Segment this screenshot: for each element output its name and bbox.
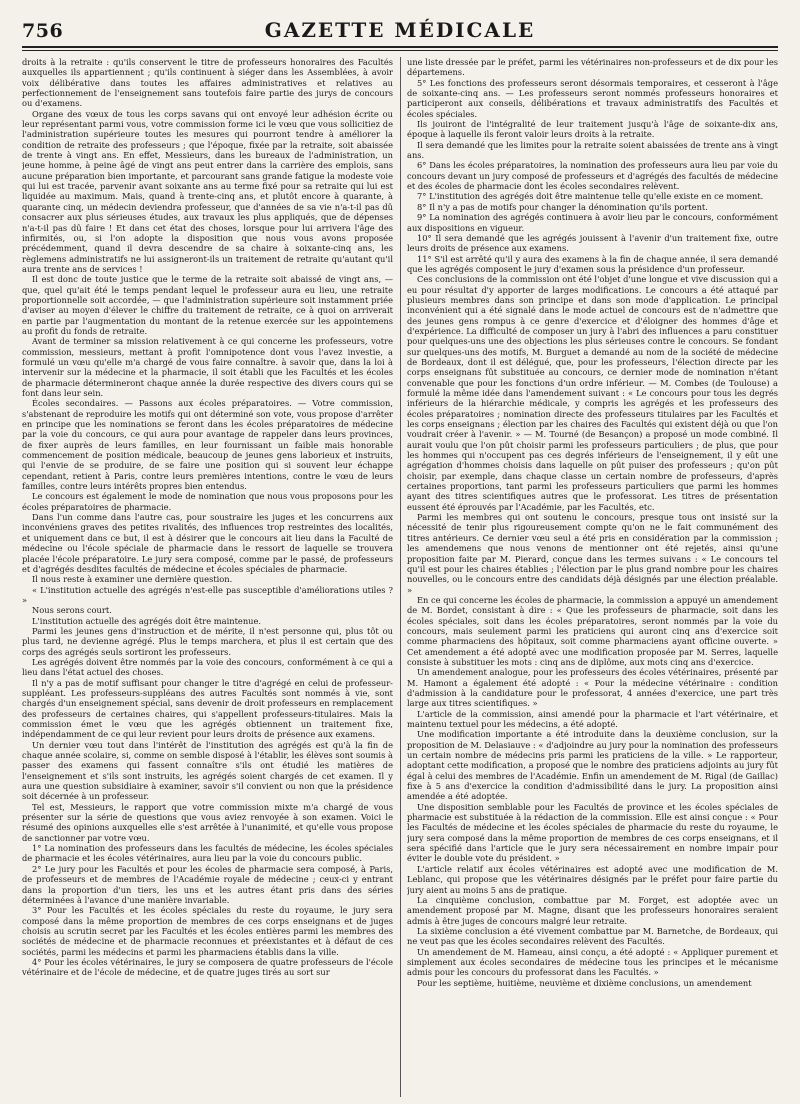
paragraph: L'institution actuelle des agrégés doit être maintenue. — [32, 615, 262, 626]
paragraph: Dans l'un comme dans l'autre cas, pour soustraire les juges et les concurrens aux inconvéniens graves des petites rivalités, des influences trop restreintes des localités, et uniquement dans ce but, il est à désirer que le concours ait lieu dans la Faculté de médecine ou l'école spéciale de pharmacie dans le ressort de laquelle se trouvera placée l'école préparatoire. Le jury sera composé, comme par le passé, de professeurs et d'agrégés desdites facultés de médecine et écoles spéciales de pharmacie. — [22, 512, 393, 574]
paragraph: En ce qui concerne les écoles de pharmacie, la commission a appuyé un amendement de M. Bordet, consistant à dire : « Que les professeurs de pharmacie, soit dans les écoles spéciales, soit dans les écoles préparatoires, seront nommés par la voie du concours, mais seulement parmi les praticiens qui auront cinq ans d'exercice soit comme pharmaciens des hôpitaux, soit comme pharmaciens ayant officine ouverte. » Cet amendement a été adopté avec une modification proposée par M. Serres, laquelle consiste à substituer les mots : cinq ans de diplôme, aux mots cinq ans d'exercice. — [407, 594, 778, 667]
paragraph: 3° Pour les Facultés et les écoles spéciales du reste du royaume, le jury sera composé dans la même proportion de membres de ces corps enseignans et de juges choisis au scrutin secret par les Facultés et les écoles entières parmi les membres des sociétés de médecine et de pharmacie reconnues et préexistantes et à défaut de ces sociétés, parmi les médecins et parmi les pharmaciens établis dans la ville. — [22, 905, 393, 957]
paragraph: 7° L'institution des agrégés doit être maintenue telle qu'elle existe en ce moment. — [417, 191, 764, 202]
paragraph: 1° La nomination des professeurs dans les facultés de médecine, les écoles spéciales de pharmacie et les écoles vétérinaires, aura lieu par la voie du concours public. — [22, 843, 393, 864]
paragraph: Il sera demandé que les limites pour la retraite soient abaissées de trente ans à vingt ans. — [407, 139, 778, 161]
paragraph: 6° Dans les écoles préparatoires, la nomination des professeurs aura lieu par voie du concours devant un jury composé de professeurs et d'agrégés des facultés de médecine et des écoles de pharmacie dont les écoles secondaires relèvent. — [407, 160, 778, 192]
paragraph: Il nous reste à examiner une dernière question. — [32, 574, 233, 585]
column-divider — [400, 57, 401, 1097]
paragraph: La sixième conclusion a été vivement combattue par M. Barnetche, de Bordeaux, qui ne veut pas que les écoles secondaires relèvent des Facultés. — [407, 925, 778, 947]
paragraph: 4° Pour les écoles vétérinaires, le jury se composera de quatre professeurs de l'école vétérinaire et de l'école de médecine, et de quatre juges tirés au sort sur — [22, 956, 393, 978]
paragraph: Il est donc de toute justice que le terme de la retraite soit abaissé de vingt ans, — que, quel qu'ait été le temps pendant lequel le professeur aura eu lieu, une retraite proportionnelle soit accordée, — que l'administration supérieure soit instamment priée d'aviser au moyen d'élever le chiffre du traitement de retraite, ce à quoi on arriverait en partie par l'augmentation du montant de la retenue exercée sur les appointemens au profit du fonds de retraite. — [22, 274, 393, 336]
paragraph: 5° Les fonctions des professeurs seront désormais temporaires, et cesseront à l'âge de soixante-cinq ans. — Les professeurs seront nommés professeurs honoraires et participeront aux conseils, délibérations et travaux administratifs des Facultés et écoles spéciales. — [407, 77, 778, 119]
paragraph: Écoles secondaires. — Passons aux écoles préparatoires. — Votre commission, s'abstenant de reproduire les motifs qui ont déterminé son vote, vous propose d'arrêter en principe que les nominations se feront dans les écoles préparatoires de médecine par la voie du concours, ce qui aura pour avantage de rappeler dans leurs provinces, de fixer auprès de leurs familles, en leur fournissant un faible mais honorable commencement de position médicale, beaucoup de jeunes gens laborieux et instruits, qui l'envie de se produire, de se faire une position qui si souvent leur échappe cependant, retient à Paris, contre leurs premières intentions, contre le vœu de leurs familles, contre leurs intérêts propres bien entendus. — [22, 398, 393, 492]
paragraph: Un amendement de M. Hameau, ainsi conçu, a été adopté : « Appliquer purement et simplement aux écoles secondaires de médecine tous les principes et le mécanisme admis pour les concours du professorat dans les Facultés. » — [407, 946, 778, 978]
paragraph: 10° Il sera demandé que les agrégés jouissent à l'avenir d'un traitement fixe, outre leurs droits de présence aux examens. — [407, 232, 778, 254]
paragraph: Avant de terminer sa mission relativement à ce qui concerne les professeurs, votre commission, messieurs, mettant à profit l'omnipotence dont vous l'avez investie, a formulé un vœu qu'elle m'a chargé de vous faire connaître. à savoir que, dans la loi à intervenir sur la médecine et la pharmacie, il soit établi que les Facultés et les écoles de pharmacie détermineront chaque année la durée respective des divers cours qui se font dans leur sein. — [22, 336, 393, 398]
paragraph: une liste dressée par le préfet, parmi les vétérinaires non-professeurs et de dix pour les départemens. — [407, 57, 778, 78]
paragraph: 11° S'il est arrêté qu'il y aura des examens à la fin de chaque année, il sera demandé que les agrégés composent le jury d'examen sous la présidence d'un professeur. — [407, 253, 778, 274]
paragraph: Un amendement analogue, pour les professeurs des écoles vétérinaires, présenté par M. Hamont a également été adopté : « Pour la médecine vétérinaire : condition d'admission à la candidature pour le professorat, 4 années d'exercice, une part très large aux titres scientifiques. » — [407, 667, 778, 709]
left-column — [22, 57, 393, 1097]
paragraph: « L'institution actuelle des agrégés n'est-elle pas susceptible d'améliorations utiles ? » — [22, 584, 393, 605]
paragraph: Le concours est également le mode de nomination que nous vous proposons pour les écoles préparatoires de pharmacie. — [22, 491, 393, 512]
paragraph: L'article de la commission, ainsi amendé pour la pharmacie et l'art vétérinaire, et maintenu textuel pour les médecins, a été adopté. — [407, 708, 778, 729]
paragraph: Parmi les membres qui ont soutenu le concours, presque tous ont insisté sur la nécessité de tenir plus rigoureusement compte qu'on ne le fait communément des titres antérieurs. Ce dernier vœu seul a été pris en considération par la commission ; les amendemens que nous venons de mentionner ont été rejetés, ainsi qu'une proposition faite par M. Pierard, conçue dans les termes suivans : « Le concours tel qu'il est pour les chaires établies ; l'élection par le plus grand nombre pour les chaires nouvelles, ou le concours entre des candidats déjà désignés par une élection préalable. » — [407, 512, 778, 595]
page-number: 756 — [22, 20, 64, 42]
paragraph: droits à la retraite : qu'ils conservent le titre de professeurs honoraires des Facultés auxquelles ils appartiennent ; qu'ils continuent à siéger dans les Assemblées, à avoir voix délibérative dans toutes les affaires administratives et relatives au perfectionnement de l'enseignement sans toutefois faire partie des jurys de concours ou d'examens. — [22, 57, 393, 109]
journal-title: GAZETTE MÉDICALE — [264, 18, 536, 42]
paragraph: Il n'y a pas de motif suffisant pour changer le titre d'agrégé en celui de professeur-suppléant. Les professeurs-suppléans des autres Facultés sont nommés à vie, sont chargés d'un enseignement spécial, sans devenir de droit professeurs en remplacement des professeurs de certaines chaires, qui s'appellent professeurs-titulaires. Mais la commission émet le vœu que les agrégés obtiennent un traitement fixe, indépendamment de ce qui leur revient pour leurs droits de présence aux examens. — [22, 677, 393, 740]
paragraph: Tel est, Messieurs, le rapport que votre commission mixte m'a chargé de vous présenter sur la série de questions que vous aviez renvoyée à son examen. Voici le résumé des opinions auxquelles elle s'est arrêtée à l'unanimité, et qu'elle vous propose de sanctionner par votre vœu. — [22, 801, 393, 843]
paragraph: Une disposition semblable pour les Facultés de province et les écoles spéciales de pharmacie est substituée à la rédaction de la commission. Elle est ainsi conçue : « Pour les Facultés de médecine et les écoles spéciales de pharmacie du reste du royaume, le jury sera composé dans la même proportion de membres de ces corps enseignans, et il sera spécifié dans l'article que le jury sera nécessairement en nombre impair pour éviter le double vote du président. » — [407, 801, 778, 864]
paragraph: Organe des vœux de tous les corps savans qui ont envoyé leur adhésion écrite ou leur représentant parmi vous, votre commission forme ici le vœu que vous sollicitiez de l'administration supérieure toutes les mesures qui pourront tendre à améliorer la condition de retraite des professeurs ; que l'époque, fixée par la retraite, soit abaissée de trente à vingt ans. En effet, Messieurs, dans les bureaux de l'administration, un jeune homme, à peine âgé de vingt ans peut entrer dans la carrière des emplois, sans aucune préparation bien importante, et parcourant sans grande fatigue la modeste voie qui lui est tracée, parvenir avant soixante ans au terme fixé pour sa retraite qui lui est liquidée au maximum. Mais, quand à trente-cinq ans, et plutôt encore à quarante, à quarante cinq, un médecin deviendra professeur, que d'années de sa vie n'a-t-il pas dû consacrer aux plus sérieuses études, aux travaux les plus appliqués, que de dépenses n'a-t-il pas dû faire ! Et dans cet état des choses, lorsque pour lui arrivera l'âge des infirmités, ou, si l'on adopte la disposition que nous vous avons proposée précédemment, quand il devra descendre de sa chaire à soixante-cinq ans, les règlemens administratifs ne lui assigneront-ils un traitement de retraite qu'autant qu'il aura trente ans de services ! — [22, 108, 393, 274]
article-columns — [22, 57, 778, 1097]
paragraph: Une modification importante a été introduite dans la deuxième conclusion, sur la proposition de M. Delasiauve : « d'adjoindre au jury pour la nomination des professeurs un certain nombre de médecins pris parmi les praticiens de la ville. » Le rapporteur, adoptant cette modification, a proposé que le nombre des praticiens adjoints au jury fût égal à celui des membres de l'Académie. Enfin un amendement de M. Rigal (de Gaillac) fixe à 5 ans d'exercice la condition d'admissibilité dans le jury. La proposition ainsi amendée a été adoptée. — [407, 729, 778, 802]
paragraph: Les agrégés doivent être nommés par la voie des concours, conformément à ce qui a lieu dans l'état actuel des choses. — [22, 656, 393, 678]
right-column — [407, 57, 778, 1097]
paragraph: Ces conclusions de la commission ont été l'objet d'une longue et vive discussion qui a eu pour résultat d'y apporter de larges modifications. Le concours a été attaqué par plusieurs membres dans son principe et dans son mode d'application. Le principal inconvénient qui a été signalé dans le mode actuel de concours est de n'admettre que des jeunes gens rompus à ce genre d'exercice et d'éloigner des hommes d'âge et d'expérience. La difficulté de composer un jury à l'abri des influences a paru constituer pour quelques-uns une des objections les plus sérieuses contre le concours. Se fondant sur quelques-uns des motifs, M. Burguet a demandé au nom de la société de médecine de Bordeaux, dont il est délégué, que, pour les professeurs, l'élection directe par les corps enseignans fût substituée au concours, ce dernier mode de nomination n'étant convenable que pour les fonctions d'un ordre inférieur. — M. Combes (de Toulouse) a formulé la même idée dans l'amendement suivant : « Le concours pour tous les degrés inférieurs de la hiérarchie médicale, y compris les agrégés et les professeurs des écoles préparatoires ; nomination directe des professeurs titulaires par les Facultés et les corps enseignans ; élection par les chaires des Facultés qui existent déjà ou que l'on voudrait créer à l'avenir. » — M. Tourné (de Besançon) a proposé un mode combiné. Il aurait voulu que l'on pût choisir parmi les professeurs particuliers ; de plus, que pour les hommes qui n'occupent pas ces degrés inférieurs de l'enseignement, il y eût une agrégation d'hommes choisis dans laquelle on pût puiser des professeurs ; qu'on pût choisir, par exemple, dans chaque classe un certain nombre de professeurs, d'après certaines proportions, tant parmi les professeurs particuliers que parmi les hommes ayant des titres scientifiques autres que le professorat. Les titres de présentation eussent été éprouvés par l'Académie, par les Facultés, etc. — [407, 274, 778, 512]
paragraph: 8° Il n'y a pas de motifs pour changer la dénomination qu'ils portent. — [417, 201, 708, 212]
paragraph: L'article relatif aux écoles vétérinaires est adopté avec une modification de M. Leblanc, qui propose que les vétérinaires désignés par le préfet pour faire partie du jury aient au moins 5 ans de pratique. — [407, 863, 778, 895]
paragraph: Pour les septième, huitième, neuvième et dixième conclusions, un amendement — [417, 977, 752, 988]
paragraph: 2° Le jury pour les Facultés et pour les écoles de pharmacie sera composé, à Paris, de professeurs et de membres de l'Académie royale de médecine ; ceux-ci y entrant dans la proportion d'un tiers, les uns et les autres étant pris dans des séries déterminées à l'avance d'une manière invariable. — [22, 863, 393, 905]
paragraph: La cinquième conclusion, combattue par M. Forget, est adoptée avec un amendement proposé par M. Magne, disant que les professeurs honoraires seraient admis à être juges de concours malgré leur retraite. — [407, 894, 778, 926]
paragraph: Parmi les jeunes gens d'instruction et de mérite, il n'est personne qui, plus tôt ou plus tard, ne devienne agrégé. Plus le temps marchera, et plus il est certain que des corps des agrégés seuls sortiront les professeurs. — [22, 625, 393, 657]
paragraph: Nous serons court. — [32, 605, 112, 616]
paragraph: 9° La nomination des agrégés continuera à avoir lieu par le concours, conformément aux dispositions en vigueur. — [407, 212, 778, 233]
page-header — [22, 16, 778, 42]
header-rule — [22, 46, 778, 48]
paragraph: Ils jouiront de l'intégralité de leur traitement jusqu'à l'âge de soixante-dix ans, époque à laquelle ils feront valoir leurs droits à la retraite. — [407, 119, 778, 140]
header-rule-thin — [22, 50, 778, 51]
paragraph: Un dernier vœu tout dans l'intérêt de l'institution des agrégés est qu'à la fin de chaque année scolaire, si, comme on semble disposé à l'établir, les élèves sont soumis à passer des examens qui fassent connaître s'ils ont étudié les matières de l'enseignement et s'ils sont instruits, les agrégés soient chargés de cet examen. Il y aura une question subsidiaire à examiner, savoir s'il convient ou non que la présidence soit décernée à un professeur. — [22, 739, 393, 802]
